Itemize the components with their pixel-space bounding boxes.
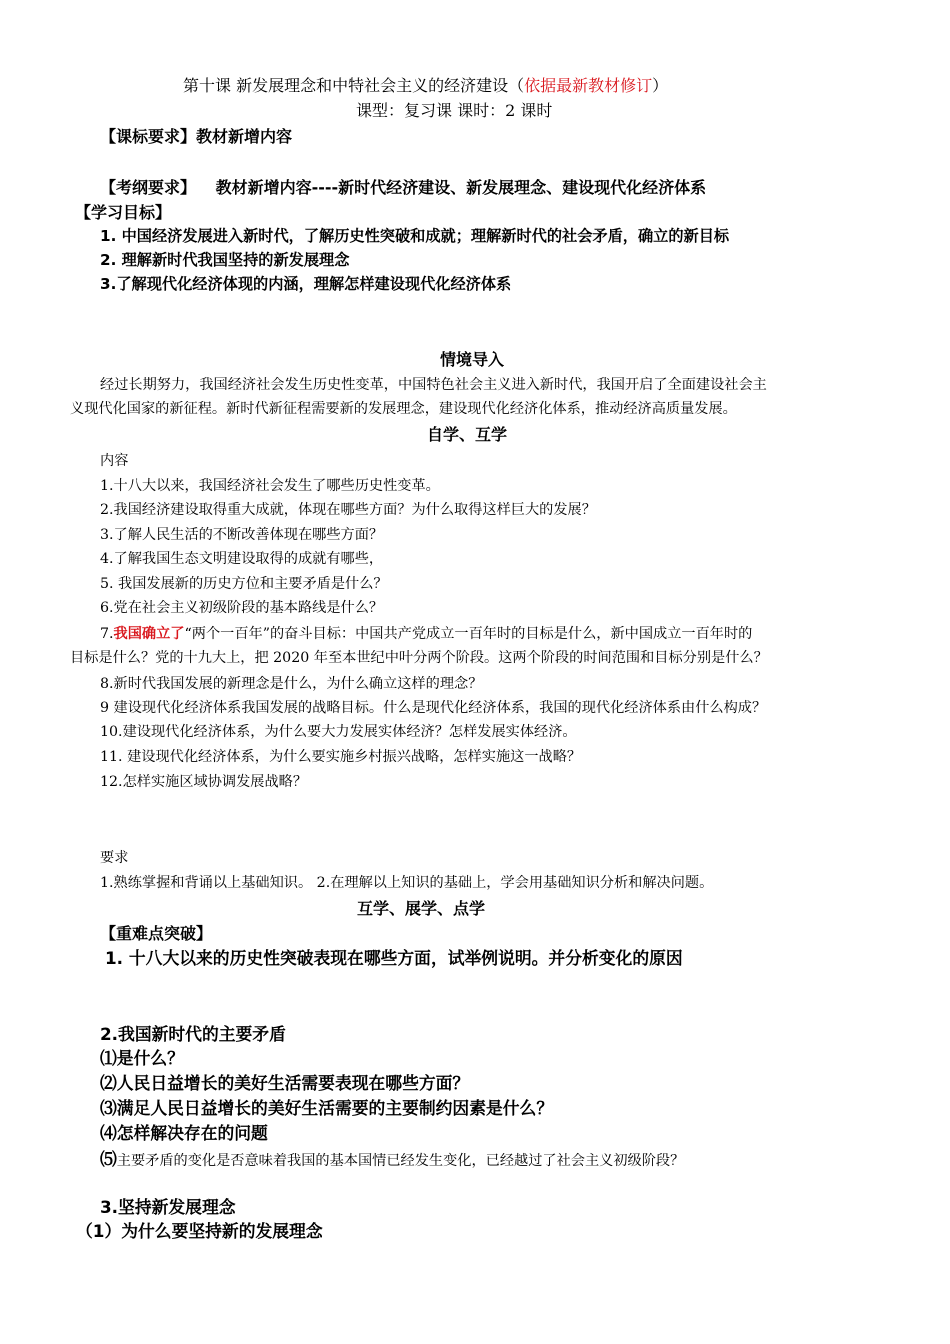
study-question: 3.了解人民生活的不断改善体现在哪些方面？ xyxy=(100,527,384,543)
study-question: 6.党在社会主义初级阶段的基本路线是什么？ xyxy=(100,600,384,616)
curriculum-requirement: 【课标要求】教材新增内容 xyxy=(100,127,293,146)
study-question: 10.建设现代化经济体系，为什么要大力发展实体经济？怎样发展实体经济。 xyxy=(100,724,577,740)
mutual-study-heading: 互学、展学、点学 xyxy=(357,899,486,918)
key-question-2-item: ⑴是什么？ xyxy=(100,1048,184,1068)
study-question: 5. 我国发展新的历史方位和主要矛盾是什么？ xyxy=(100,576,388,592)
requirements-label: 要求 xyxy=(100,850,129,866)
study-question: 9 建设现代化经济体系我国发展的战略目标。什么是现代化经济体系，我国的现代化经济体系由什么构成？ xyxy=(100,700,767,716)
key-question-2-heading: 2.我国新时代的主要矛盾 xyxy=(100,1024,286,1044)
study-question: 11. 建设现代化经济体系，为什么要实施乡村振兴战略，怎样实施这一战略？ xyxy=(100,749,582,765)
study-question-7-continued: 目标是什么？党的十九大上，把 2020 年至本世纪中叶分两个阶段。这两个阶段的时间范围和目标分别是什么？ xyxy=(70,650,768,666)
exam-outline-label: 【考纲要求】 xyxy=(100,178,197,197)
title-revision-note: 依据最新教材修订 xyxy=(524,76,653,95)
highlighted-phrase: 我国确立了 xyxy=(113,626,185,642)
learning-goal-item: 1. 中国经济发展进入新时代，了解历史性突破和成就；理解新时代的社会矛盾，确立的新目标 xyxy=(100,227,730,245)
item-text: 主要矛盾的变化是否意味着我国的基本国情已经发生变化，已经越过了社会主义初级阶段？ xyxy=(116,1153,685,1169)
lesson-info: 课型：复习课 课时：2 课时 xyxy=(356,101,553,120)
study-question: 4.了解我国生态文明建设取得的成就有哪些， xyxy=(100,551,384,567)
key-question-2-item-5 xyxy=(100,1151,684,1168)
title-main: 第十课 新发展理念和中特社会主义的经济建设（ xyxy=(183,76,525,95)
study-question-7 xyxy=(100,627,752,641)
learning-goal-item: 3.了解现代化经济体现的内涵，理解怎样建设现代化经济体系 xyxy=(100,275,512,293)
question-number: 7. xyxy=(100,626,114,642)
study-question: 2.我国经济建设取得重大成就，体现在哪些方面？为什么取得这样巨大的发展？ xyxy=(100,502,596,518)
key-question-2-item: ⑷怎样解决存在的问题 xyxy=(100,1123,268,1143)
page-title xyxy=(183,78,668,94)
key-question-2-item: ⑵人民日益增长的美好生活需要表现在哪些方面？ xyxy=(100,1073,470,1093)
exam-outline xyxy=(100,180,706,196)
study-question: 1.十八大以来，我国经济社会发生了哪些历史性变革。 xyxy=(100,478,440,494)
item-number: ⑸ xyxy=(100,1149,117,1169)
learning-goal-item: 2. 理解新时代我国坚持的新发展理念 xyxy=(100,251,350,269)
key-question-3-heading: 3.坚持新发展理念 xyxy=(100,1197,236,1217)
title-end: ） xyxy=(652,76,669,95)
study-question: 8.新时代我国发展的新理念是什么，为什么确立这样的理念？ xyxy=(100,676,483,692)
key-question-3-sub-1: （1）为什么要坚持新的发展理念 xyxy=(76,1221,323,1241)
intro-heading: 情境导入 xyxy=(440,350,505,369)
exam-outline-text: 教材新增内容----新时代经济建设、新发展理念、建设现代化经济体系 xyxy=(215,178,707,197)
question-text: “两个一百年”的奋斗目标：中国共产党成立一百年时的目标是什么，新中国成立一百年时的 xyxy=(184,626,753,642)
intro-paragraph-line: 经过长期努力，我国经济社会发生历史性变革，中国特色社会主义进入新时代，我国开启了全面建设社会主 xyxy=(100,377,767,393)
study-question: 12.怎样实施区域协调发展战略？ xyxy=(100,774,308,790)
self-study-heading: 自学、互学 xyxy=(427,425,508,444)
intro-paragraph-line: 义现代化国家的新征程。新时代新征程需要新的发展理念，建设现代化经济化体系，推动经济高质量发展。 xyxy=(70,401,737,417)
key-question-2-item: ⑶满足人民日益增长的美好生活需要的主要制约因素是什么？ xyxy=(100,1098,554,1118)
content-label: 内容 xyxy=(100,453,129,469)
requirements-text: 1.熟练掌握和背诵以上基础知识。 2.在理解以上知识的基础上，学会用基础知识分析和解决问题。 xyxy=(100,875,714,891)
key-question-1: 1. 十八大以来的历史性突破表现在哪些方面，试举例说明。并分析变化的原因 xyxy=(105,948,683,968)
learning-goals-heading: 【学习目标】 xyxy=(75,203,172,222)
key-points-heading: 【重难点突破】 xyxy=(100,924,213,943)
